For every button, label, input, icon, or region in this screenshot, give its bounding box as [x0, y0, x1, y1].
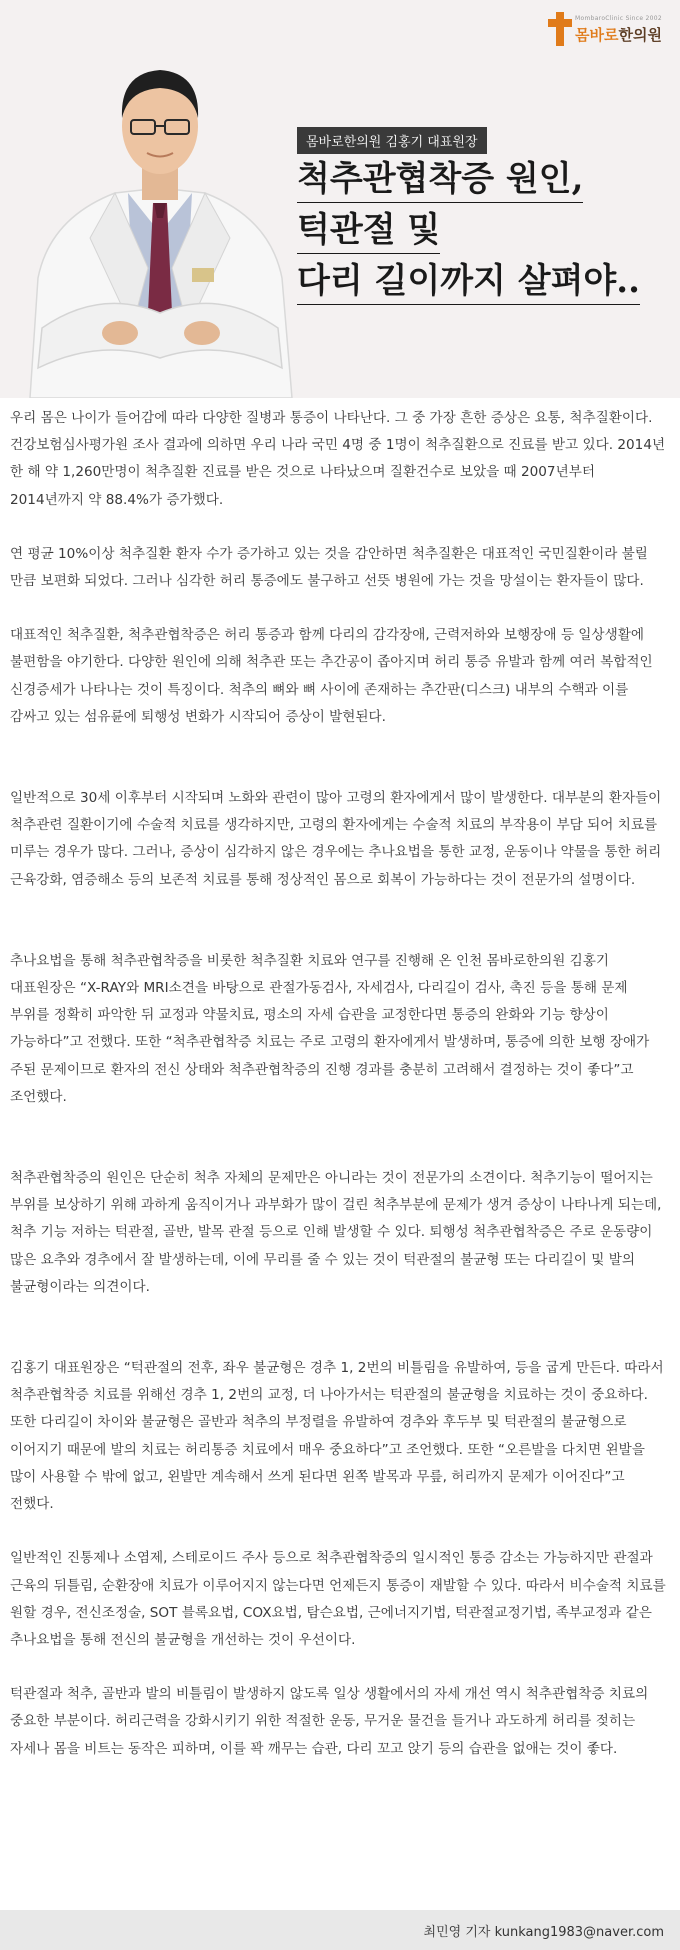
clinic-logo[interactable] [548, 12, 666, 48]
article-paragraph-7: 김홍기 대표원장은 “턱관절의 전후, 좌우 불균형은 경추 1, 2번의 비틀림을 유발하여, 등을 굽게 만든다. 따라서 척추관협착증 치료를 위해선 경추 1, 2번의 교정, 더 나아가서는 턱관절의 불균형을 치료하는 것이 중요하다. 또한 다리길이 차이와 불균형은 골반과 척추의 부정렬을 유발하여 경추와 후두부 및 턱관절의 불균형으로 이어지기 때문에 발의 치료는 허리통증 치료에서 매우 중요하다”고 조언했다. 또한 “오른발을 다치면 왼발을 많이 사용할 수 밖에 없고, 왼발만 계속해서 쓰게 된다면 왼쪽 발목과 무릎, 허리까지 문제가 이어진다”고 전했다. [10, 1360, 664, 1513]
logo-name-part2: 한의원 [618, 26, 662, 44]
author-tag: 몸바로한의원 김홍기 대표원장 [297, 127, 487, 154]
header-banner [0, 0, 680, 398]
article-paragraph-8: 일반적인 진통제나 소염제, 스테로이드 주사 등으로 척추관협착증의 일시적인 통증 감소는 가능하지만 관절과 근육의 뒤틀림, 순환장애 치료가 이루어지지 않는다면 언제든지 통증이 재발할 수 있다. 따라서 비수술적 치료를 원할 경우, 전신조정술, SOT 블록요법, COX요법, 탐슨요법, 근에너지기법, 턱관절교정기법, 족부교정과 같은 추나요법을 통해 전신의 불균형을 개선하는 것이 우선이다. [10, 1550, 666, 1648]
article-paragraph-1: 우리 몸은 나이가 들어감에 따라 다양한 질병과 통증이 나타난다. 그 중 가장 흔한 증상은 요통, 척추질환이다. 건강보험심사평가원 조사 결과에 의하면 우리 나라 국민 4명 중 1명이 척추질환으로 진료를 받고 있다. 2014년 한 해 약 1,260만명이 척추질환 진료를 받은 것으로 나타났으며 질환건수로 보았을 때 2007년부터 2014년까지 약 88.4%가 증가했다. [10, 410, 666, 508]
logo-name [575, 24, 662, 45]
headline-line-1: 척추관협착증 원인, [297, 158, 583, 203]
article-paragraph-3: 대표적인 척추질환, 척추관협착증은 허리 통증과 함께 다리의 감각장애, 근력저하와 보행장애 등 일상생활에 불편함을 야기한다. 다양한 원인에 의해 척추관 또는 추간공이 좁아지며 허리 통증 유발과 함께 여러 복합적인 신경증세가 나타나는 것이 특징이다. 척추의 뼈와 뼈 사이에 존재하는 추간판(디스크) 내부의 수핵과 이를 감싸고 있는 섬유륜에 퇴행성 변화가 시작되어 증상이 발현된다. [10, 627, 653, 725]
article-paragraph-6: 척추관협착증의 원인은 단순히 척추 자체의 문제만은 아니라는 것이 전문가의 소견이다. 척추기능이 떨어지는 부위를 보상하기 위해 과하게 움직이거나 과부화가 많이 걸린 척추부분에 문제가 생겨 증상이 나타나게 되는데, 척추 기능 저하는 턱관절, 골반, 발목 관절 등으로 인해 발생할 수 있다. 퇴행성 척추관협착증은 주로 운동량이 많은 요추와 경추에서 잘 발생하는데, 이에 무리를 줄 수 있는 것이 턱관절의 불균형 또는 다리길이 및 발의 불균형이라는 의견이다. [10, 1170, 662, 1295]
doctor-portrait-image [20, 28, 300, 398]
logo-name-part1: 몸바로 [575, 26, 619, 44]
article-paragraph-5: 추나요법을 통해 척추관협착증을 비롯한 척추질환 치료와 연구를 진행해 온 인천 몸바로한의원 김홍기 대표원장은 “X-RAY와 MRI소견을 바탕으로 관절가동검사, 자세검사, 다리길이 검사, 촉진 등을 통해 문제 부위를 정확히 파악한 뒤 교정과 약물치료, 평소의 자세 습관을 교정한다면 통증의 완화와 기능 향상이 가능하다”고 전했다. 또한 “척추관협착증 치료는 주로 고령의 환자에게서 발생하며, 통증에 의한 보행 장애가 주된 문제이므로 환자의 전신 상태와 척추관협착증의 진행 경과를 충분히 고려해서 결정하는 것이 좋다”고 조언했다. [10, 952, 650, 1105]
article-paragraph-4: 일반적으로 30세 이후부터 시작되며 노화와 관련이 많아 고령의 환자에게서 많이 발생한다. 대부분의 환자들이 척추관련 질환이기에 수술적 치료를 생각하지만, 고령의 환자에게는 수술적 치료의 부작용이 부담 되어 치료를 미루는 경우가 많다. 그러나, 증상이 심각하지 않은 경우에는 추나요법을 통한 교정, 운동이나 약물을 통한 허리 근육강화, 염증해소 등의 보존적 치료를 통해 정상적인 몸으로 회복이 가능하다는 것이 전문가의 설명이다. [10, 790, 662, 888]
article-paragraph-9: 턱관절과 척추, 골반과 발의 비틀림이 발생하지 않도록 일상 생활에서의 자세 개선 역시 척추관협착증 치료의 중요한 부분이다. 허리근력을 강화시키기 위한 적절한 운동, 무거운 물건을 들거나 과도하게 허리를 젖히는 자세나 몸을 비트는 동작은 피하며, 이를 꽉 깨무는 습관, 다리 꼬고 앉기 등의 습관을 없애는 것이 좋다. [10, 1686, 649, 1757]
cross-logo-icon [548, 12, 572, 46]
headline [297, 158, 667, 311]
headline-line-2: 턱관절 및 [297, 209, 440, 254]
footer-bar [0, 1910, 680, 1950]
article-body [10, 405, 670, 1763]
article-paragraph-2: 연 평균 10%이상 척추질환 환자 수가 증가하고 있는 것을 감안하면 척추질환은 대표적인 국민질환이라 불릴 만큼 보편화 되었다. 그러나 심각한 허리 통증에도 불구하고 선뜻 병원에 가는 것을 망설이는 환자들이 많다. [10, 545, 648, 590]
logo-subtitle: MombaroClinic Since 2002 [575, 15, 663, 22]
headline-line-3: 다리 길이까지 살펴야.. [297, 260, 640, 305]
reporter-byline[interactable]: 최민영 기자 kunkang1983@naver.com [423, 1925, 664, 1940]
